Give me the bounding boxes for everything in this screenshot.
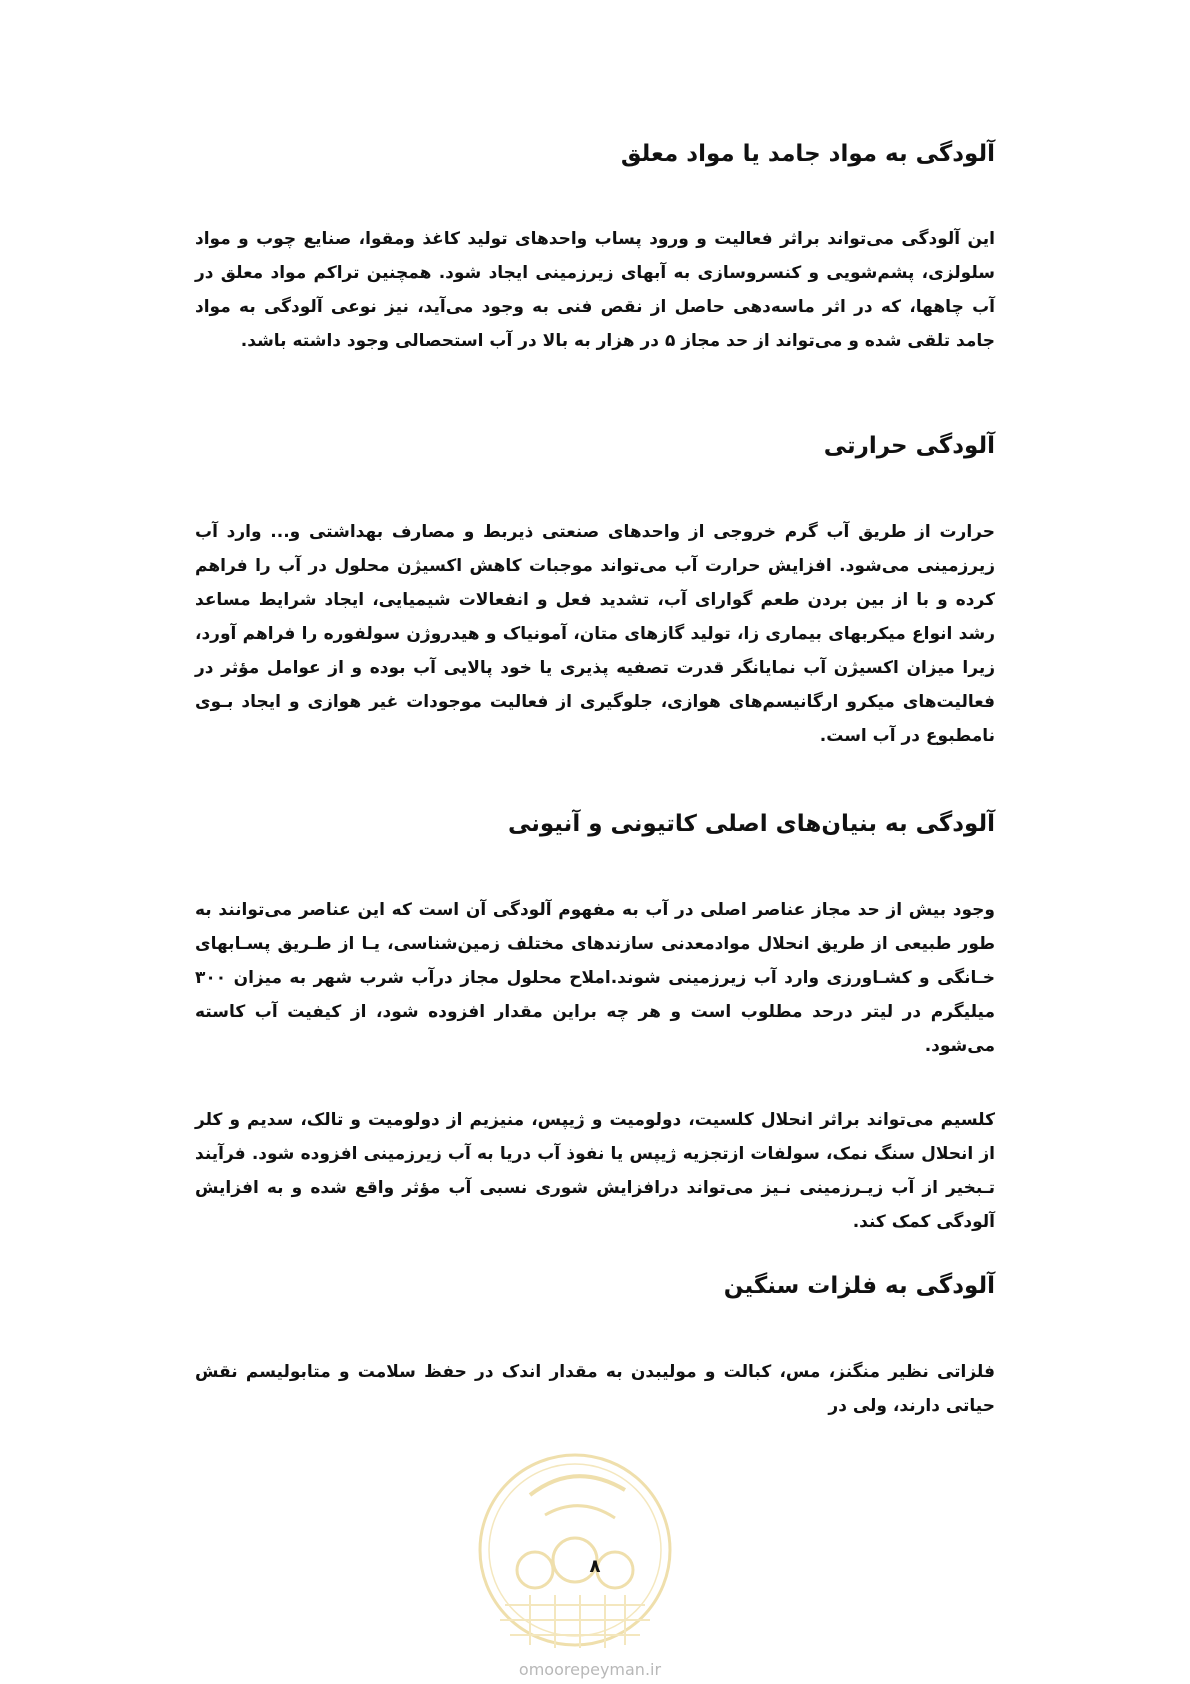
- paragraph-major-ions-2: کلسیم می‌تواند براثر انحلال کلسیت، دولومیت و ژیپس، منیزیم از دولومیت و تالک، سدیم و کلر از انحلال سنگ نمک، سولفات ازتجزیه ژیپس یا نفوذ آب دریا به آب زیرزمینی افزوده شود. فرآیند تـبخیر از آب زیـرزمینی نـیز می‌تواند درافزایش شوری نسبی آب مؤثر واقع شده و به افزایش آلودگی کمک کند.: [195, 1110, 995, 1232]
- paragraph-suspended-solids: این آلودگی می‌تواند براثر فعالیت و ورود پساب واحدهای تولید کاغذ ومقوا، صنایع چوب و مواد سلولزی، پشم‌شویی و کنسروسازی به آبهای زیرزمینی ایجاد شود. همچنین تراکم مواد معلق در آب چاهها، که در اثر ماسه‌دهی حاصل از نقص فنی به وجود می‌آید، نیز نوعی آلودگی به مواد جامد تلقی شده و می‌تواند از حد مجاز ۵ در هزار به بالا در آب استحصالی وجود داشته باشد.: [195, 229, 995, 351]
- page-number: ۸: [589, 1556, 601, 1577]
- section-heading-major-ions: آلودگی به بنیان‌های اصلی کاتیونی و آنیونی: [507, 811, 995, 837]
- watermark-logo: [475, 1440, 675, 1660]
- paragraph-major-ions-1: وجود بیش از حد مجاز عناصر اصلی در آب به مفهوم آلودگی آن است که این عناصر می‌توانند به طور طبیعی از طریق انحلال موادمعدنی سازندهای مختلف زمین‌شناسی، یـا از طـریق پسـابهای خـانگی و کشـاورزی وارد آب زیرزمینی شوند.املاح محلول مجاز درآب شرب شهر به میزان ۳۰۰ میلیگرم در لیتر درحد مطلوب است و هر چه براین مقدار افزوده شود، از کیفیت آب کاسته می‌شود.: [195, 900, 995, 1056]
- paragraph-thermal: حرارت از طریق آب گرم خروجی از واحدهای صنعتی ذیربط و مصارف بهداشتی و... وارد آب زیرزمینی می‌شود. افزایش حرارت آب می‌تواند موجبات کاهش اکسیژن محلول در آب را فراهم کرده و با از بین بردن طعم گوارای آب، تشدید فعل و انفعالات شیمیایی، ایجاد شرایط مساعد رشد انواع میکربهای بیماری زا، تولید گازهای متان، آمونیاک و هیدروژن سولفوره را فراهم آورد، زیرا میزان اکسیژن آب نمایانگر قدرت تصفیه پذیری یا خود پالایی آب بوده و از عوامل مؤثر در فعالیت‌های میکرو ارگانیسم‌های هوازی، جلوگیری از فعالیت موجودات غیر هوازی و ایجاد بـوی نامطبوع در آب است.: [195, 522, 995, 746]
- watermark-url: omoorepeyman.ir: [518, 1660, 662, 1679]
- section-heading-heavy-metals: آلودگی به فلزات سنگین: [723, 1273, 995, 1299]
- section-heading-suspended-solids: آلودگی به مواد جامد یا مواد معلق: [620, 141, 995, 167]
- section-heading-thermal: آلودگی حرارتی: [823, 433, 995, 459]
- paragraph-heavy-metals: فلزاتی نظیر منگنز، مس، کبالت و مولیبدن به مقدار اندک در حفظ سلامت و متابولیسم نقش حیاتی دارند، ولی در: [195, 1362, 995, 1416]
